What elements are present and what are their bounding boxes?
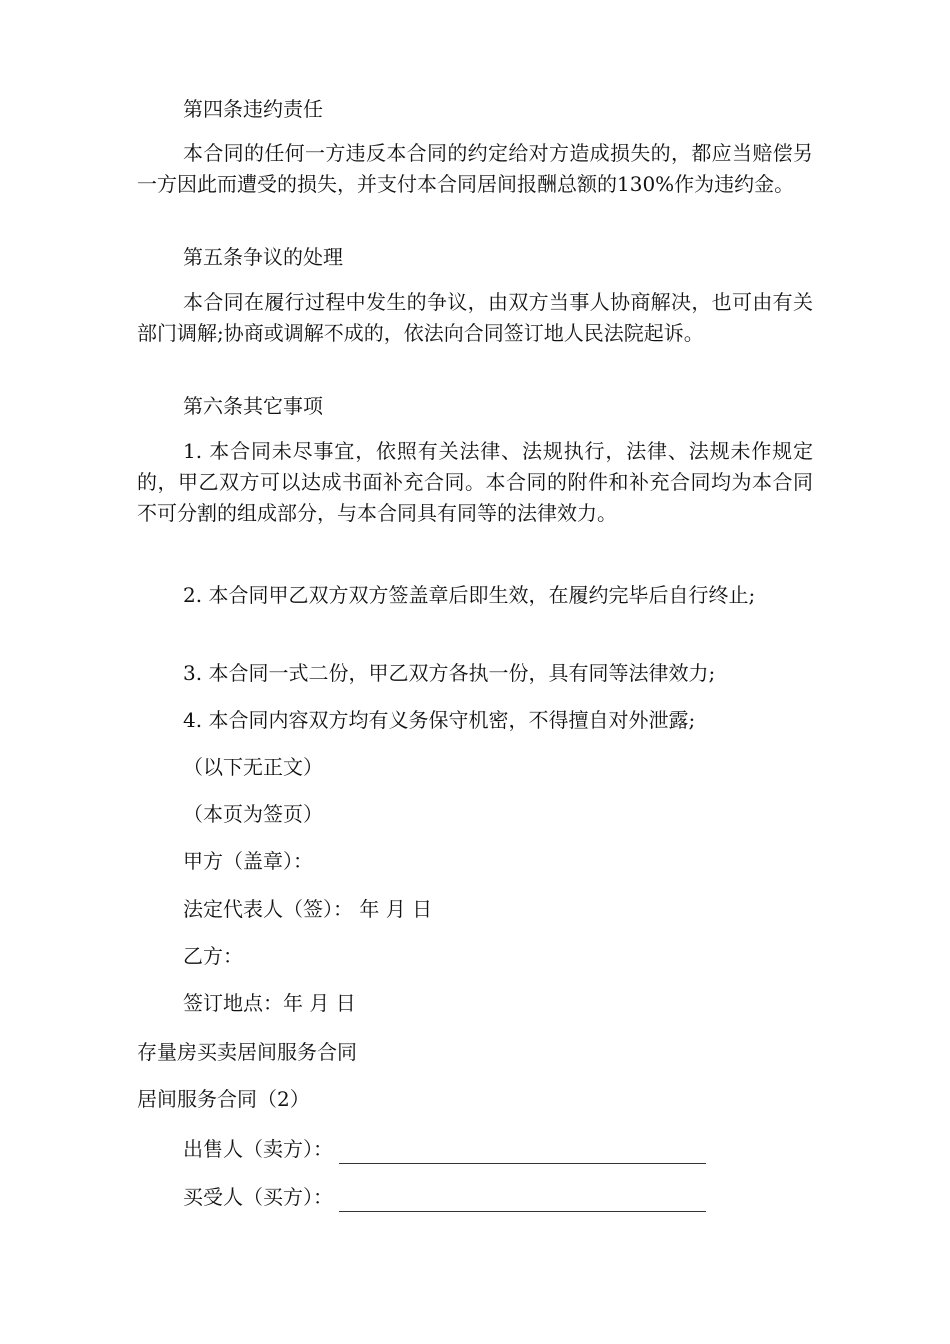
article-4-body: 本合同的任何一方违反本合同的约定给对方造成损失的，都应当赔偿另一方因此而遭受的损失，并支付本合同居间报酬总额的130%作为违约金。: [137, 141, 813, 196]
party-b-label: 乙方：: [183, 944, 243, 968]
article-6-item-2: 2. 本合同甲乙双方双方签盖章后即生效，在履约完毕后自行终止;: [183, 583, 756, 607]
article-6-heading: 第六条其它事项: [183, 394, 323, 418]
article-6-item-1: 1. 本合同未尽事宜，依照有关法律、法规执行，法律、法规未作规定的，甲乙双方可以达成书面补充合同。本合同的附件和补充合同均为本合同不可分割的组成部分，与本合同具有同等的法律效力。: [137, 439, 813, 525]
article-6-item-3: 3. 本合同一式二份，甲乙双方各执一份，具有同等法律效力;: [183, 661, 716, 685]
legal-representative-label: 法定代表人（签）： 年 月 日: [183, 897, 433, 921]
signing-place-label: 签订地点：年 月 日: [183, 991, 356, 1015]
buyer-label: 买受人（买方）：: [183, 1185, 333, 1209]
article-5-body: 本合同在履行过程中发生的争议，由双方当事人协商解决，也可由有关部门调解;协商或调解不成的，依法向合同签订地人民法院起诉。: [137, 290, 813, 345]
contract-subtitle: 居间服务合同（2）: [137, 1087, 310, 1111]
no-body-text-note: （以下无正文）: [183, 755, 323, 779]
article-6-item-4: 4. 本合同内容双方均有义务保守机密，不得擅自对外泄露;: [183, 708, 696, 732]
contract-title: 存量房买卖居间服务合同: [137, 1040, 357, 1064]
article-4-heading: 第四条违约责任: [183, 97, 323, 121]
seller-blank-line: [339, 1141, 706, 1164]
seller-row: [183, 1134, 706, 1164]
seller-label: 出售人（卖方）：: [183, 1137, 333, 1161]
article-5-heading: 第五条争议的处理: [183, 245, 343, 269]
buyer-row: [183, 1182, 706, 1212]
buyer-blank-line: [339, 1189, 706, 1212]
signature-page-note: （本页为签页）: [183, 802, 323, 826]
party-a-seal-label: 甲方（盖章）：: [183, 849, 313, 873]
